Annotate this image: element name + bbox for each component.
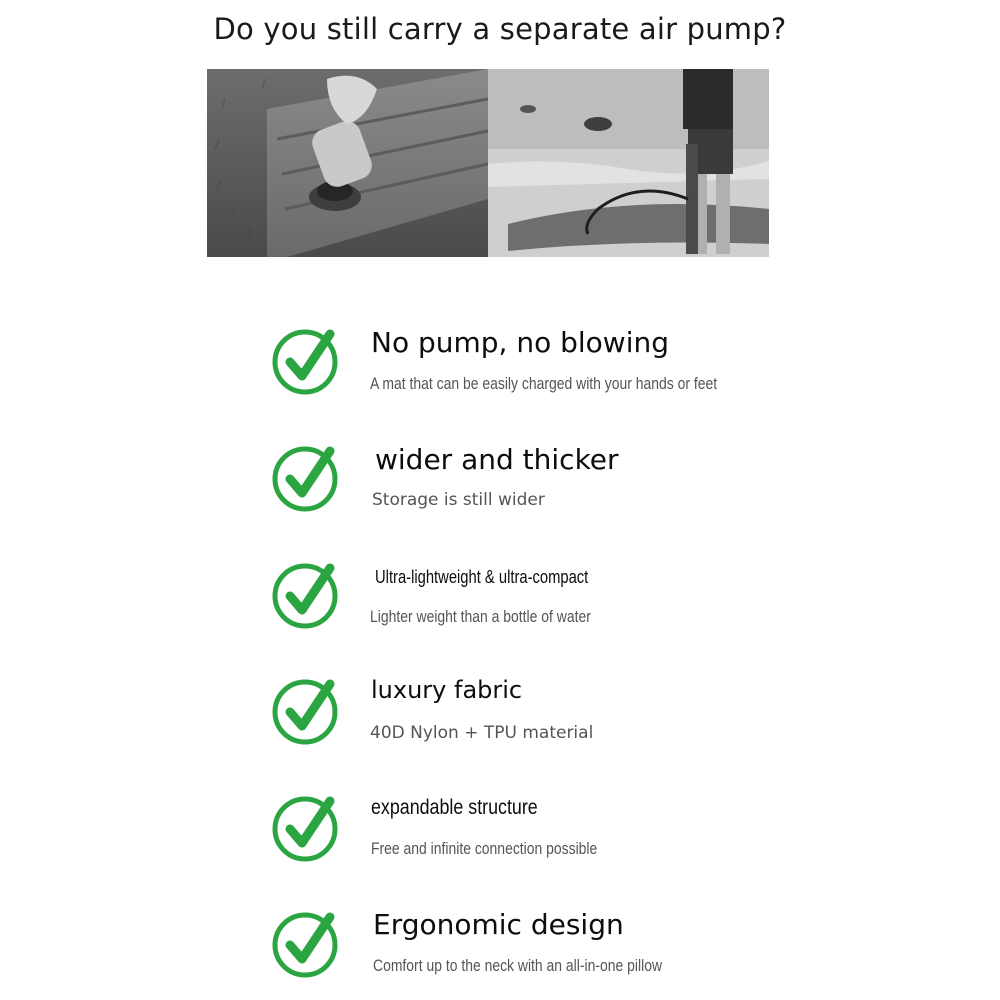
- feature-subtitle: Storage is still wider: [372, 490, 545, 510]
- feature-subtitle: A mat that can be easily charged with your hands or feet: [370, 374, 718, 393]
- feature-item: [270, 676, 830, 756]
- feature-item: [270, 793, 830, 873]
- feature-item: [270, 326, 830, 406]
- feature-title: luxury fabric: [371, 676, 523, 704]
- feature-subtitle: Free and infinite connection possible: [371, 839, 598, 858]
- check-circle-icon: [270, 793, 340, 863]
- feature-title: Ultra-lightweight & ultra-compact: [375, 567, 589, 587]
- check-circle-icon: [270, 326, 340, 396]
- page-title: Do you still carry a separate air pump?: [213, 12, 787, 46]
- feature-title: No pump, no blowing: [371, 326, 670, 359]
- feature-subtitle: Comfort up to the neck with an all-in-one pillow: [373, 956, 663, 975]
- feature-title: wider and thicker: [375, 443, 619, 476]
- feature-item: [270, 443, 830, 523]
- check-circle-icon: [270, 676, 340, 746]
- feature-title: expandable structure: [371, 796, 538, 819]
- check-circle-icon: [270, 560, 340, 630]
- feature-item: [270, 560, 830, 640]
- mat-inflation-photo: [207, 69, 488, 257]
- feature-title: Ergonomic design: [373, 908, 624, 941]
- feature-subtitle: Lighter weight than a bottle of water: [370, 607, 591, 626]
- feature-item: [270, 909, 830, 989]
- photo-strip: [207, 69, 769, 257]
- check-circle-icon: [270, 443, 340, 513]
- paddle-board-pump-photo: [488, 69, 769, 257]
- feature-subtitle: 40D Nylon + TPU material: [370, 723, 594, 743]
- check-circle-icon: [270, 909, 340, 979]
